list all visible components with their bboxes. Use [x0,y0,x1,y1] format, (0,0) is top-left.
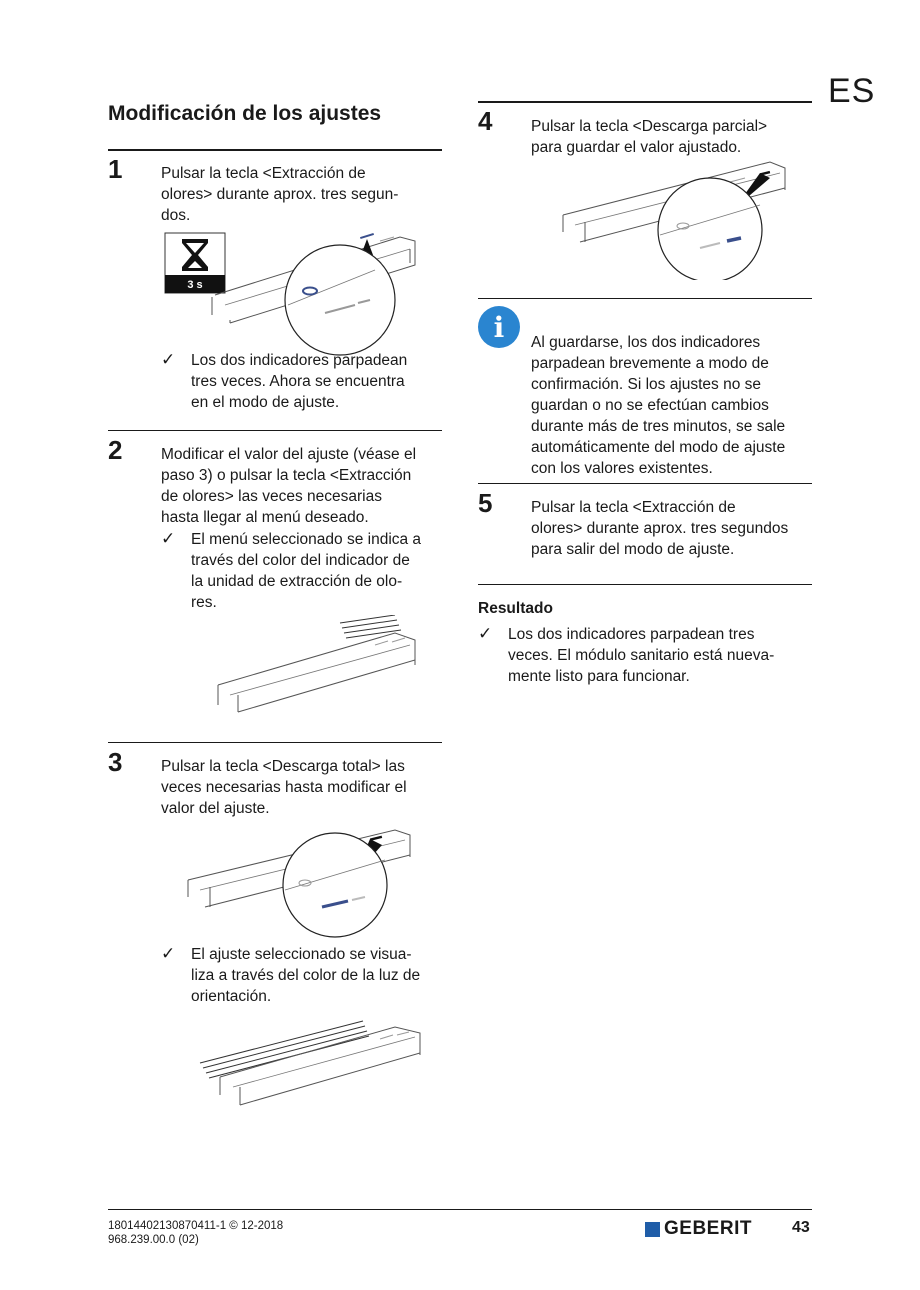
step-1-result: Los dos indicadores parpadean tres veces. Ahora se encuentra en el modo de ajuste. [191,352,408,411]
result-text: Los dos indicadores parpadean tres veces. El módulo sanitario está nueva- mente listo para funcionar. [508,626,775,685]
step-3-text: Pulsar la tecla <Descarga total> las veces necesarias hasta modificar el valor del ajuste. [161,758,407,817]
orientation-light-illustration [195,1015,435,1110]
full-flush-illustration [180,825,430,940]
footer-divider [108,1209,812,1210]
step-4-text: Pulsar la tecla <Descarga parcial> para guardar el valor ajustado. [531,118,768,156]
brand-logo [645,1218,752,1240]
page-title: Modificación de los ajustes [108,102,382,125]
divider [108,149,442,151]
partial-flush-illustration [555,160,795,280]
divider [108,430,442,431]
step-number: 3 [108,747,123,777]
info-icon: i [478,306,520,348]
step-2-text: Modificar el valor del ajuste (véase el paso 3) o pulsar la tecla <Extracción de olores> las veces necesarias hasta llegar al menú deseado. [161,446,417,526]
check-icon: ✓ [161,944,176,963]
step-2-result: El menú seleccionado se indica a través del color del indicador de la unidad de extracción de olo- res. [191,531,422,611]
brand-square-icon [645,1222,660,1237]
divider [478,298,812,299]
menu-indicator-illustration [210,615,430,715]
language-code: ES [828,72,876,110]
brand-name: GEBERIT [664,1218,752,1239]
divider [108,742,442,743]
divider [478,101,812,103]
check-icon: ✓ [161,350,176,369]
divider [478,483,812,484]
step-number: 5 [478,488,493,518]
step-number: 4 [478,106,493,136]
step-5-text: Pulsar la tecla <Extracción de olores> durante aprox. tres segundos para salir del modo de ajuste. [531,499,789,558]
timer-label: 3 s [187,279,203,291]
footer-doc-info: 18014402130870411-1 © 12-2018 968.239.00.0 (02) [108,1220,284,1246]
step-number: 2 [108,435,123,465]
step-1-text: Pulsar la tecla <Extracción de olores> durante aprox. tres segun- dos. [161,165,399,224]
result-heading: Resultado [478,600,553,617]
page-number: 43 [792,1219,810,1236]
step-3-result: El ajuste seleccionado se visua- liza a través del color de la luz de orientación. [191,946,421,1005]
step-number: 1 [108,154,123,184]
check-icon: ✓ [161,529,176,548]
check-icon: ✓ [478,624,493,643]
info-text: Al guardarse, los dos indicadores parpadean brevemente a modo de confirmación. Si los ajustes no se guardan o no se efectúan cambios durante más de tres minutos, se sale automáticamente del modo de ajuste con los valores existentes. [531,334,786,477]
divider [478,584,812,585]
